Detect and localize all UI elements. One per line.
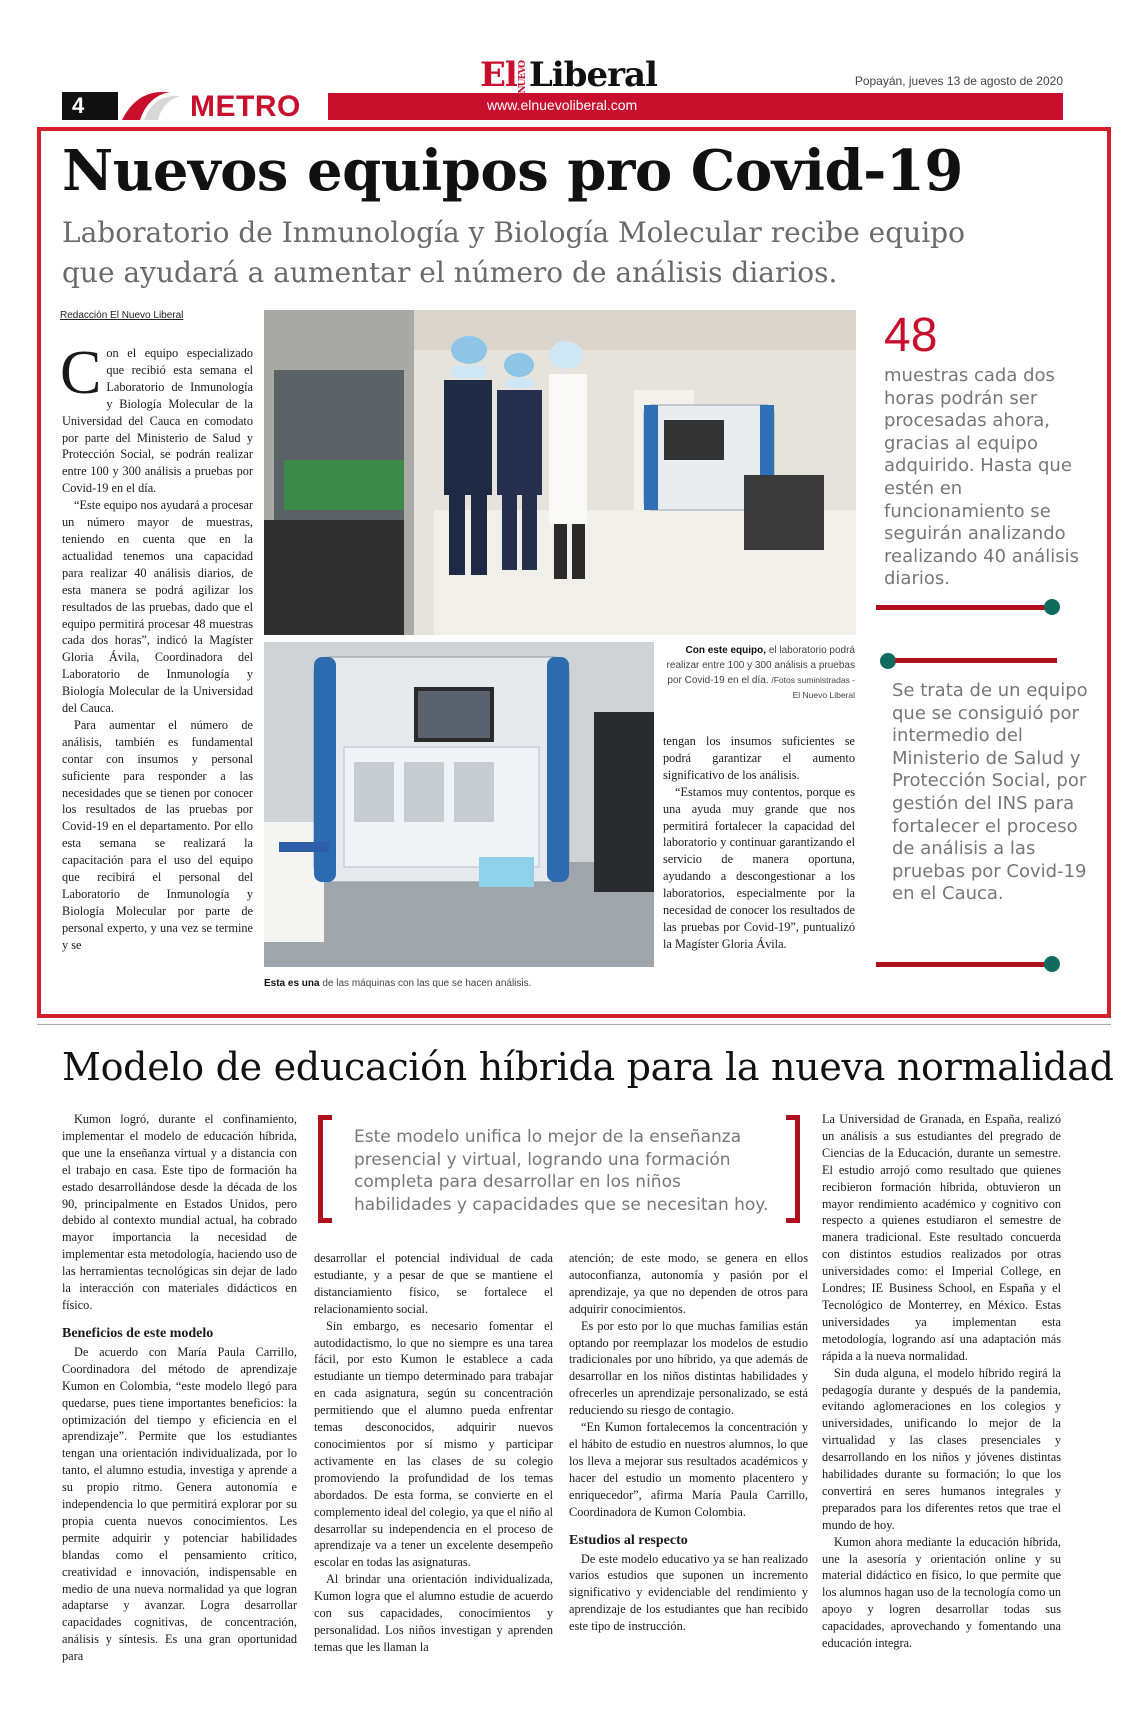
sidebar-note: Se trata de un equipo que se consiguió por intermedio del Ministerio de Salud y Protección Social, por gestión del INS para fortalecer el proceso de análisis a las pruebas por Covid-19 en el Cauca. xyxy=(892,680,1088,905)
stat-number: 48 xyxy=(884,309,938,362)
sidebar-rule-2 xyxy=(895,658,1057,663)
quote-bracket-right xyxy=(786,1115,800,1223)
sidebar-dot-2 xyxy=(880,653,896,669)
section-label: METRO xyxy=(190,90,301,123)
article2-headline: Modelo de educación híbrida para la nueva normalidad xyxy=(62,1045,1114,1089)
section-divider xyxy=(37,1024,1111,1025)
photo-caption-2: Esta es una de las máquinas con las que se hacen análisis. xyxy=(264,978,532,989)
section-swoosh-decoration xyxy=(122,90,182,122)
sidebar-rule-1 xyxy=(876,605,1052,610)
page-number: 4 xyxy=(62,92,118,120)
subheading-beneficios: Beneficios de este modelo xyxy=(62,1325,214,1341)
article2-column-4: La Universidad de Granada, en España, realizó un análisis a sus estudiantes del pregrado de Ciencias de la Educación, durante un semestre. El estudio arrojó como resultado que quienes recibieron formación híbrida, obtuvieron un mayor rendimiento académico y cognitivo con respecto a quienes estudiaron el semestre de manera tradicional. Este resultado concuerda con distintos estudios realizados por otras universidades como: el Imperial College, en Londres; IE Business School, en España y el Tecnológico de Monterrey, en México. Estas universidades ya implementan esta metodología, logrando así una adaptación más rápida a la nueva normalidad. Sin duda alguna, el modelo híbrido regirá la pedagogía durante y después de la pandemia, evitando aglomeraciones en los colegios y universidades, unificando lo mejor de la virtualidad y las clases presenciales y desarrollando en los niños y jóvenes distintas habilidades durante su formación; lo que los convertirá en seres humanos integrales y preparados para los diferentes retos que trae el mundo de hoy. Kumon ahora mediante la educación híbrida, une la asesoría y orientación online y su material didáctico en físico, lo que permite que los alumnos hagan uso de la tecnología como un apoyo y logren desarrollar todas sus capacidades, aprovechando y fomentando una educación integra. xyxy=(822,1112,1061,1651)
quote-bracket-left xyxy=(318,1115,332,1223)
article2-column-1: Kumon logró, durante el confinamiento, implementar el modelo de educación híbrida, que une la enseñanza virtual y a distancia con el trabajo en casa. Este tipo de formación ha estado desarrollándose desde la década de los 90, principalmente en Estados Unidos, pero debido al contexto mundial actual, ha cobrado mayor importancia la necesidad de implementar esta metodología, haciendo uso de las herramientas tecnológicas sin dejar de lado la interacción con materiales didácticos en físico. Beneficios de este modelo De acuerdo con María Paula Carrillo, Coordinadora del método de aprendizaje Kumon en Colombia, “este modelo llegó para quedarse, pues tiene importantes beneficios: la optimización del tiempo y eficiencia en el aprendizaje”. Permite que los estudiantes tengan una orientación individualizada, por lo tanto, el alumno estudia, investiga y aprende a su propio ritmo. Genera autonomía e independencia lo que permitirá explorar por su propia cuenta nuevos conocimientos. Les permite adquirir y potenciar habilidades blandas como el pensamiento crítico, creatividad e innovación, indispensable en medio de una nueva normalidad ya que logran adaptarse y avanzar. Logra desarrollar capacidades cognitivas, de concentración, análisis y síntesis. Es una gran oportunidad para xyxy=(62,1112,297,1664)
dateline: Popayán, jueves 13 de agosto de 2020 xyxy=(854,74,1063,88)
header-red-bar xyxy=(328,93,1063,120)
sidebar-rule-3 xyxy=(876,962,1052,967)
lab-staff-photo xyxy=(264,310,856,635)
newspaper-logo: ElNUEVOLiberal xyxy=(480,55,657,95)
photo-caption-1: Con este equipo, el laboratorio podrá realizar entre 100 y 300 análisis a pruebas por Covid-19 en el día. /Fotos suministradas - El Nuevo Liberal xyxy=(666,645,855,700)
sidebar-dot-1 xyxy=(1044,599,1060,615)
article-body-column-2: tengan los insumos suficientes se podrá garantizar el aumento significativo de los análisis. “Estamos muy contentos, porque es una ayuda muy grande que nos permitirá fortalecer la capacidad del laboratorio y continuar garantizando el servicio de manera oportuna, ayudando a descongestionar a los laboratorios, especialmente por la necesidad de conocer los resultados de las pruebas por Covid-19”, puntualizó la Magíster Gloria Ávila. xyxy=(663,734,855,951)
drop-cap: C xyxy=(60,339,102,407)
article-headline: Nuevos equipos pro Covid-19 xyxy=(62,138,963,204)
analysis-machine-photo xyxy=(264,642,654,967)
subheading-estudios: Estudios al respecto xyxy=(569,1532,688,1548)
pull-quote-text: Este modelo unifica lo mejor de la enseñanza presencial y virtual, logrando una formación completa para desarrollar en los niños habilidades y capacidades que se necesitan hoy. xyxy=(354,1127,769,1215)
article-byline: Redacción El Nuevo Liberal xyxy=(60,310,184,321)
article2-column-3: atención; de este modo, se genera en ellos autoconfianza, autonomía y pasión por el aprendizaje, ya que no dependen de otros para adquirir conocimientos. Es por esto por lo que muchas familias están optando por reemplazar los modelos de estudio tradicionales por uno híbrido, ya que además de desarrollar en los niños distintas habilidades y ofrecerles un aprendizaje personalizado, se está reduciendo su riesgo de contagio. “En Kumon fortalecemos la concentración y el hábito de estudio en nuestros alumnos, lo que los lleva a mejorar sus resultados académicos y hacer del estudio un momento placentero y enriquecedor”, afirma María Paula Carrillo, Coordinadora de Kumon Colombia. Estudios al respecto De este modelo educativo ya se han realizado varios estudios que suponen un incremento significativo y evidenciable del rendimiento y aprendizaje de los estudiantes que han recibido este tipo de instrucción. xyxy=(569,1251,808,1634)
stat-description: muestras cada dos horas podrán ser procesadas ahora, gracias al equipo adquirido. Hasta que estén en funcionamiento se seguirán analizando realizando 40 análisis diarios. xyxy=(884,365,1080,590)
website-url[interactable]: www.elnuevoliberal.com xyxy=(487,97,638,113)
article-body-column-1: Con el equipo especializado que recibió esta semana el Laboratorio de Inmunología y Biología Molecular de la Universidad del Cauca en comodato por parte del Ministerio de Salud y Protección Social, se podrán realizar entre 100 y 300 análisis a pruebas por Covid-19 en el día. “Este equipo nos ayudará a procesar un número mayor de muestras, teniendo en cuenta que en la actualidad tenemos una capacidad para realizar 40 análisis diarios, de esta manera se podrá agilizar los resultados de las pruebas, dado que el equipo permitirá procesar 48 muestras cada dos horas”, indicó la Magíster Gloria Ávila, Coordinadora del Laboratorio de Inmunología y Biología Molecular de la Universidad del Cauca. Para aumentar el número de análisis, también es fundamental contar con insumos y personal suficiente para responder a las necesidades que se tienen por conocer los resultados de las pruebas por Covid-19 en el departamento. Por ello esta semana se realizará la capacitación para el uso del equipo que recibirá el personal del Laboratorio de Inmunología y Biología Molecular por parte de personal experto, y una vez se termine y se xyxy=(60,339,253,952)
sidebar-dot-3 xyxy=(1044,956,1060,972)
article-subtitle: Laboratorio de Inmunología y Biología Molecular recibe equipo que ayudará a aumentar el número de análisis diarios. xyxy=(62,216,965,289)
article2-column-2: desarrollar el potencial individual de cada estudiante, y a pesar de que se mantiene el distanciamiento físico, se fortalece el relacionamiento social. Sin embargo, es necesario fomentar el autodidactismo, lo que no siempre es una tarea fácil, por esto Kumon le establece a cada estudiante un tiempo determinado para trabajar en cada asignatura, según su concentración permitiendo que el alumno pueda enfrentar temas desconocidos, adquirir nuevos conocimientos por sí mismo y participar activamente en las clases de su colegio promoviendo la profundidad de los temas abordados. De esta forma, se convierte en el complemento ideal del colegio, ya que el niño al desarrollar su independencia en el proceso de aprendizaje va a tener un excelente desempeño escolar en todas las asignaturas. Al brindar una orientación individualizada, Kumon logra que el alumno estudie de acuerdo con sus capacidades, conocimientos y personalidad. Los niños investigan y aprenden temas que les llaman la xyxy=(314,1251,553,1654)
